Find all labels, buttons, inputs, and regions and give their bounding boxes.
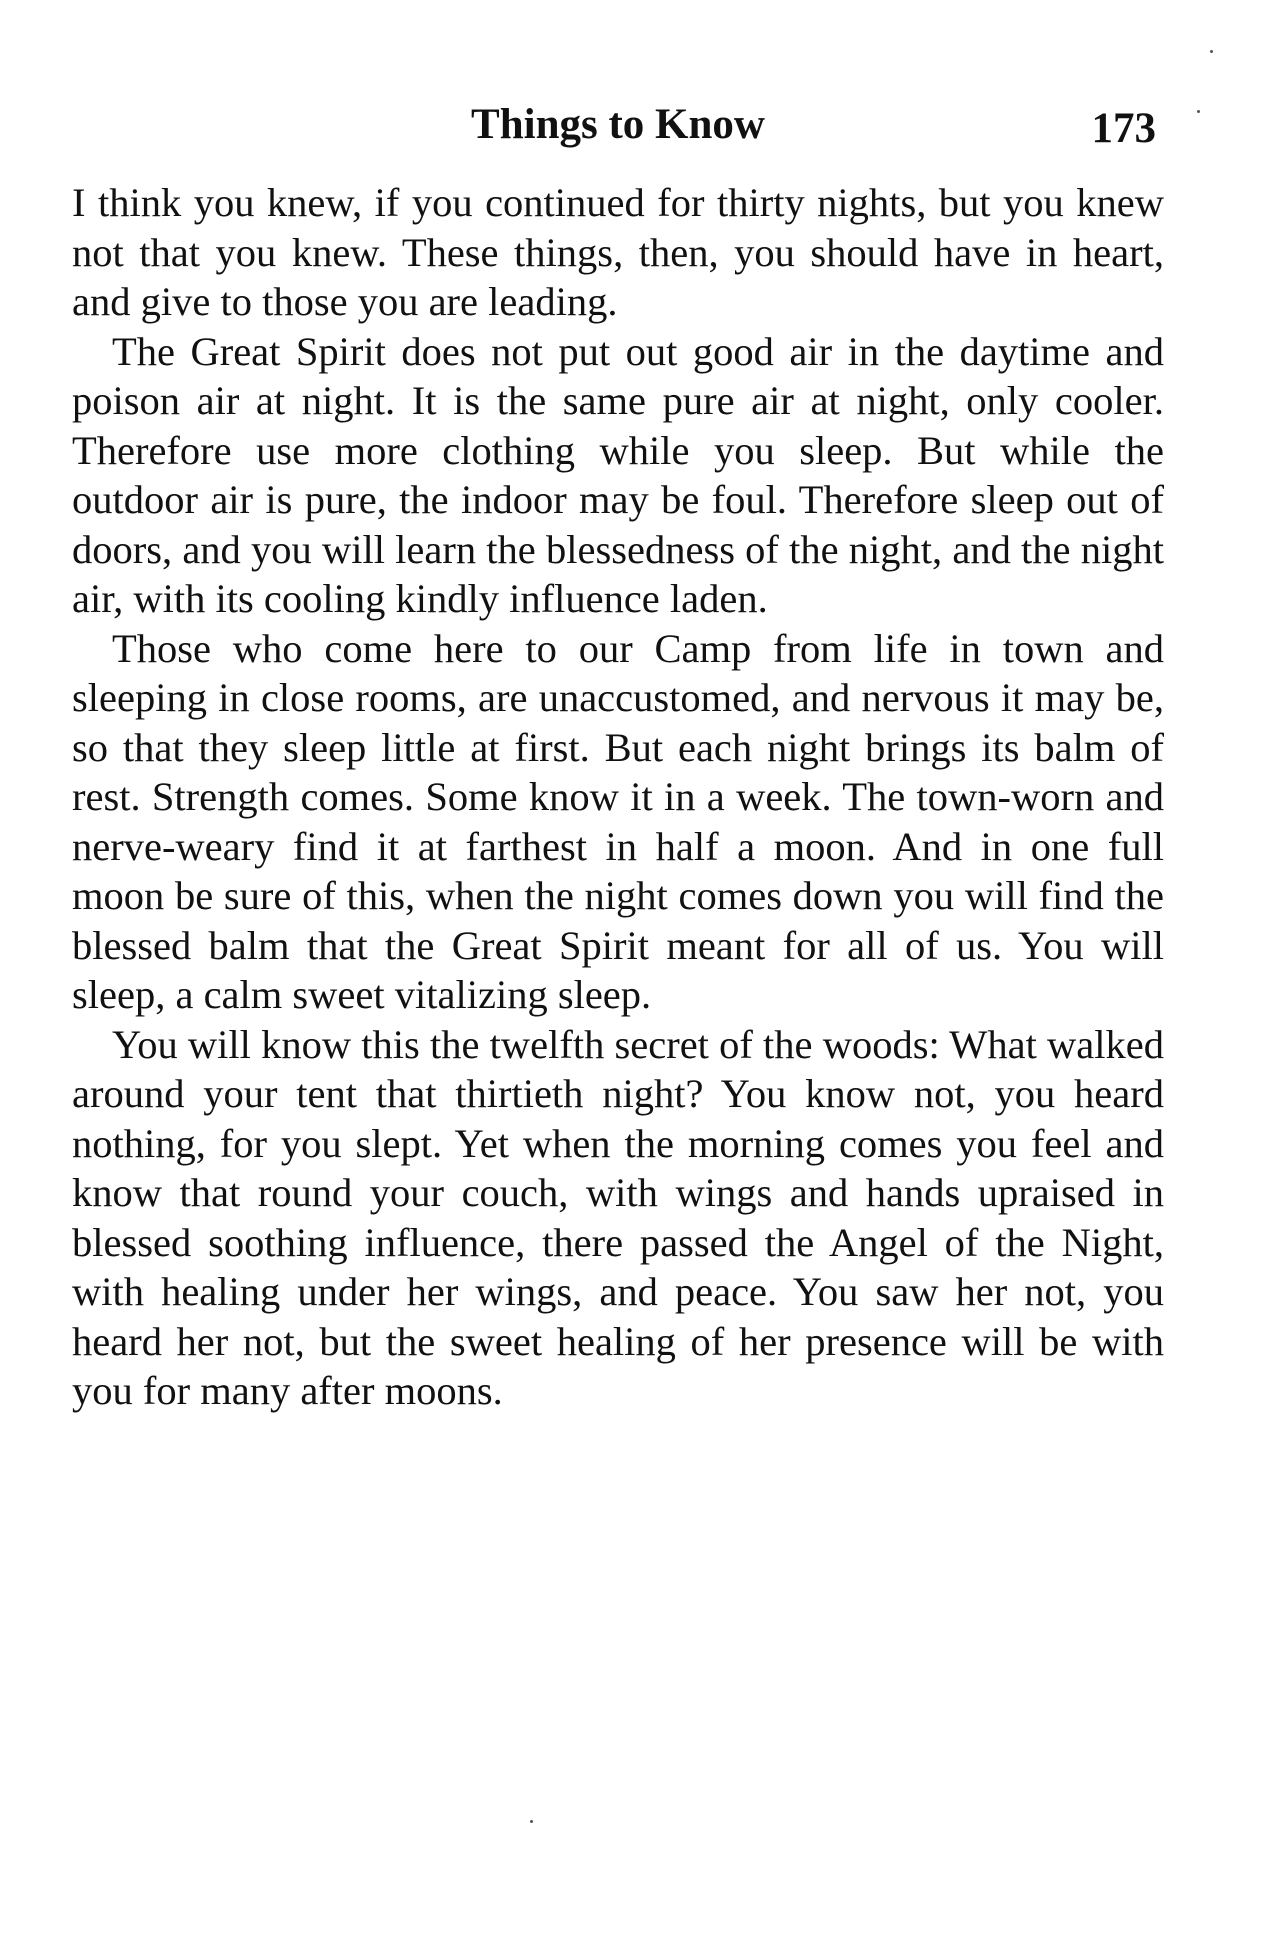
paragraph-4: You will know this the twelfth secret of the woods: What walked around your tent that thirtieth night? You know not, you heard nothing, for you slept. Yet when the morning comes you feel and know that round your couch, with wings and hands upraised in blessed soothing influence, there passed the Angel of the Night, with healing under her wings, and peace. You saw her not, you heard her not, but the sweet healing of her presence will be with you for many after moons. bbox=[72, 1021, 1164, 1413]
page-number: 173 bbox=[1091, 105, 1156, 152]
paragraph-2: The Great Spirit does not put out good air in the daytime and poison air at night. It is the same pure air at night, only cooler. Therefore use more clothing while you sleep. But while the outdoor air is pure, the indoor may be foul. Therefore sleep out of doors, and you will learn the blessedness of the night, and the night air, with its cooling kindly influence laden. bbox=[72, 328, 1164, 621]
paragraph-3: Those who come here to our Camp from life in town and sleeping in close rooms, are unaccustomed, and nervous it may be, so that they sleep little at first. But each night brings its balm of rest. Strength comes. Some know it in a week. The town-worn and nerve-weary find it at farthest in half a moon. And in one full moon be sure of this, when the night comes down you will find the blessed balm that the Great Spirit meant for all of us. You will sleep, a calm sweet vitalizing sleep. bbox=[72, 625, 1164, 1017]
body-text bbox=[72, 178, 1164, 1416]
running-head bbox=[72, 95, 1164, 155]
scan-speck bbox=[1210, 50, 1213, 53]
scan-speck bbox=[1197, 110, 1200, 113]
running-title: Things to Know bbox=[471, 101, 765, 148]
scan-speck bbox=[530, 1820, 533, 1823]
paragraph-1: I think you knew, if you continued for thirty nights, but you knew not that you knew. These things, then, you should have in heart, and give to those you are leading. bbox=[72, 180, 1164, 324]
